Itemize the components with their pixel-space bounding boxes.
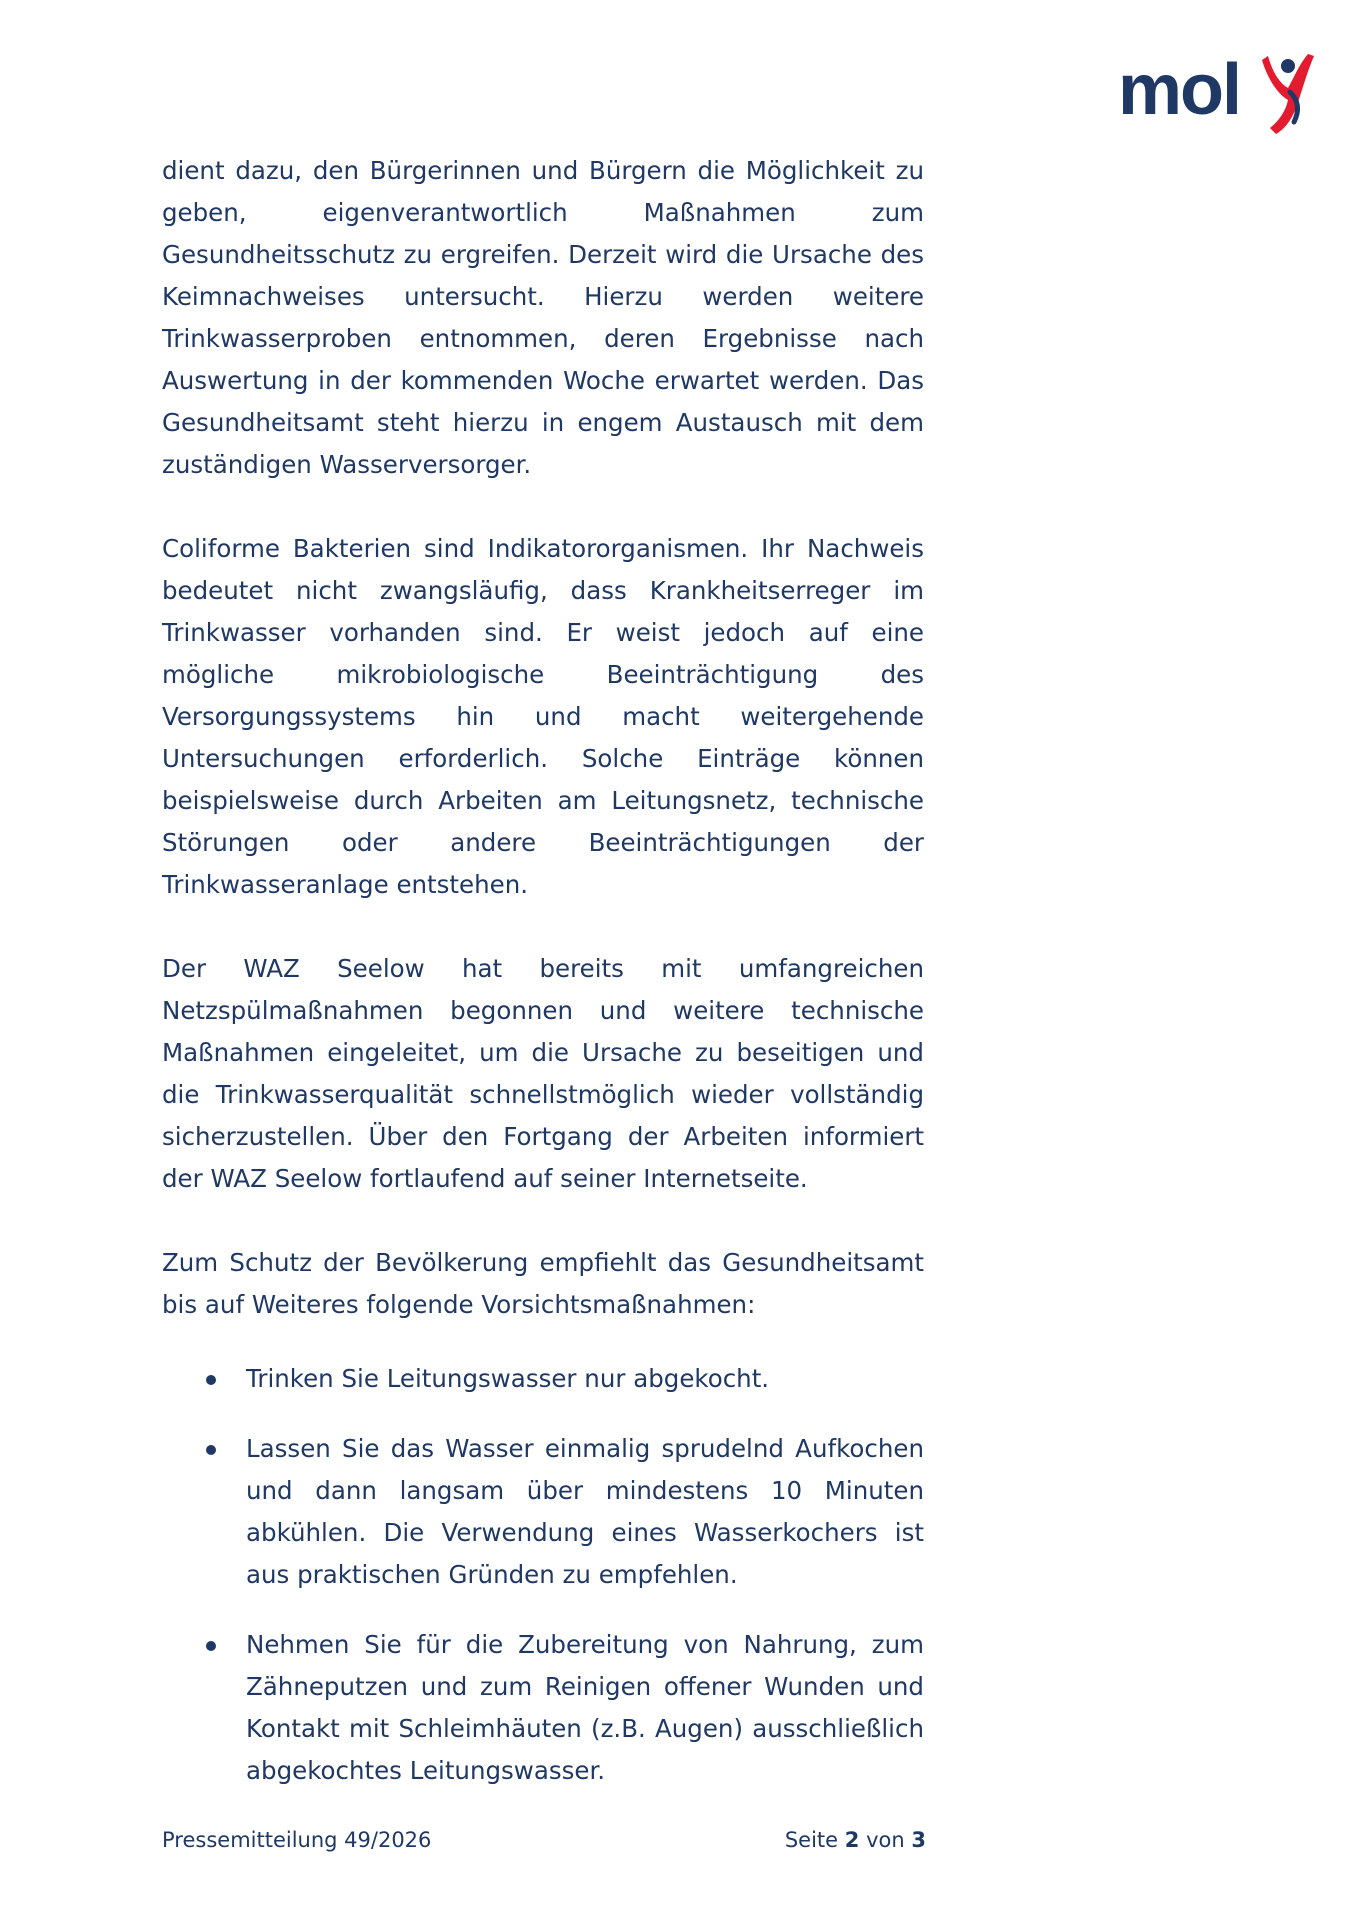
page-current: 2: [844, 1828, 860, 1852]
list-item-text: Trinken Sie Leitungswasser nur abgekocht.: [246, 1364, 770, 1393]
list-item: [162, 1428, 924, 1596]
list-item-text: Lassen Sie das Wasser einmalig sprudelnd Aufkochen und dann langsam über mindestens 10 Minuten abkühlen. Die Verwendung eines Wasserkochers ist aus praktischen Gründen zu empfehlen.: [246, 1434, 924, 1589]
paragraph-waz-measures: Der WAZ Seelow hat bereits mit umfangreichen Netzspülmaßnahmen begonnen und weitere technische Maßnahmen eingeleitet, um die Ursache zu beseitigen und die Trinkwasserqualität schnellstmöglich wieder vollständig sicherzustellen. Über den Fortgang der Arbeiten informiert der WAZ Seelow fortlaufend auf seiner Internetseite.: [162, 954, 924, 1193]
page-separator: von: [866, 1828, 905, 1852]
press-release-number: Pressemitteilung 49/2026: [162, 1828, 432, 1852]
list-item: [162, 1624, 924, 1792]
list-item: [162, 1358, 924, 1400]
paragraph-cause-investigation: dient dazu, den Bürgerinnen und Bürgern die Möglichkeit zu geben, eigenverantwortlich Maßnahmen zum Gesundheitsschutz zu ergreifen. Derzeit wird die Ursache des Keimnachweises untersucht. Hierzu werden weitere Trinkwasserproben entnommen, deren Ergebnisse nach Auswertung in der kommenden Woche erwartet werden. Das Gesundheitsamt steht hierzu in engem Austausch mit dem zuständigen Wasserversorger.: [162, 156, 924, 479]
paragraph-precautions-intro: Zum Schutz der Bevölkerung empfiehlt das Gesundheitsamt bis auf Weiteres folgende Vorsichtsmaßnahmen:: [162, 1248, 924, 1319]
svg-text:mol: mol: [1118, 50, 1241, 130]
bullet-icon: [206, 1375, 216, 1385]
bullet-icon: [206, 1641, 216, 1651]
moly-logo: [1118, 48, 1324, 138]
page-indicator: [785, 1826, 926, 1854]
document-body: [162, 150, 924, 1820]
paragraph-coliform-bacteria: Coliforme Bakterien sind Indikatororganismen. Ihr Nachweis bedeutet nicht zwangsläufig, dass Krankheitserreger im Trinkwasser vorhanden sind. Er weist jedoch auf eine mögliche mikrobiologische Beeinträchtigung des Versorgungssystems hin und macht weitergehende Untersuchungen erforderlich. Solche Einträge können beispielsweise durch Arbeiten am Leitungsnetz, technische Störungen oder andere Beeinträchtigungen der Trinkwasseranlage entstehen.: [162, 534, 924, 899]
moly-logo-graphic: [1118, 48, 1324, 138]
page-prefix: Seite: [784, 1828, 839, 1852]
list-item-text: Nehmen Sie für die Zubereitung von Nahrung, zum Zähneputzen und zum Reinigen offener Wunden und Kontakt mit Schleimhäuten (z.B. Augen) ausschließlich abgekochtes Leitungswasser.: [246, 1630, 924, 1785]
page-total: 3: [911, 1828, 926, 1852]
bullet-icon: [206, 1445, 216, 1455]
precautions-list: [162, 1358, 924, 1792]
